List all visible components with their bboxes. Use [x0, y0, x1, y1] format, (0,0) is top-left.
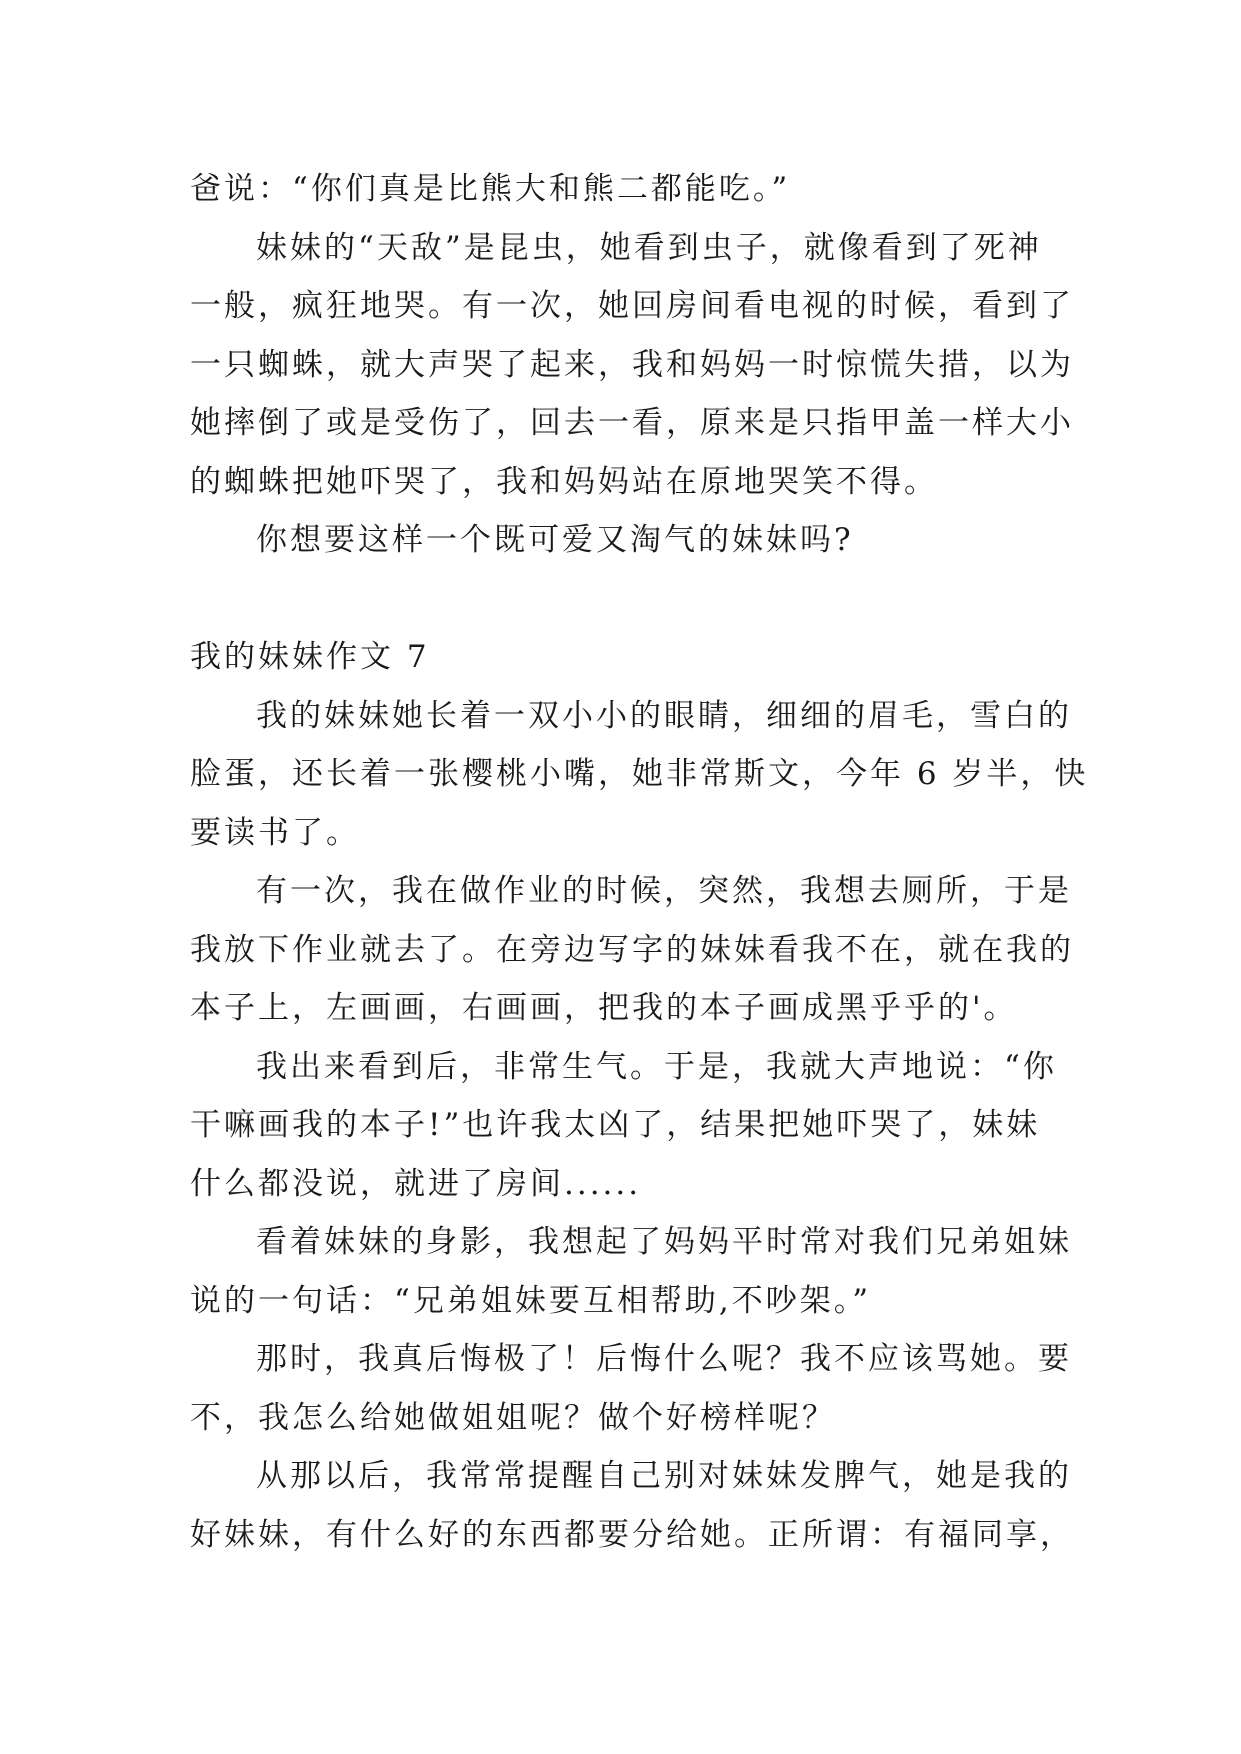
text-line: 脸蛋，还长着一张樱桃小嘴，她非常斯文，今年 6 岁半，快 [190, 756, 1089, 792]
text-line: 什么都没说，就进了房间...... [190, 1165, 642, 1202]
essay-text [190, 160, 1089, 1564]
text-line: 好妹妹，有什么好的东西都要分给她。正所谓：有福同享， [190, 1516, 1074, 1553]
text-line: 她摔倒了或是受伤了，回去一看，原来是只指甲盖一样大小 [190, 405, 1074, 441]
text-line: 妹妹的“天敌”是昆虫，她看到虫子，就像看到了死神 [256, 229, 1042, 266]
text-line: 我放下作业就去了。在旁边写字的妹妹看我不在，就在我的 [190, 931, 1074, 968]
text-line: 你想要这样一个既可爱又淘气的妹妹吗? [256, 522, 854, 558]
text-line: 说的一句话：“兄弟姐妹要互相帮助,不吵架。” [190, 1282, 872, 1319]
text-line: 我的妹妹她长着一双小小的眼睛，细细的眉毛，雪白的 [256, 697, 1072, 734]
text-line: 爸说：“你们真是比熊大和熊二都能吃。” [190, 171, 791, 207]
text-line: 不，我怎么给她做姐姐呢？做个好榜样呢？ [190, 1399, 836, 1436]
text-line: 我出来看到后，非常生气。于是，我就大声地说：“你 [256, 1048, 1057, 1085]
text-line: 一只蜘蛛，就大声哭了起来，我和妈妈一时惊慌失措，以为 [190, 346, 1074, 383]
section-heading: 我的妹妹作文 7 [190, 639, 430, 675]
text-line: 要读书了。 [190, 814, 360, 851]
text-line: 的蜘蛛把她吓哭了，我和妈妈站在原地哭笑不得。 [190, 463, 938, 500]
text-line: 干嘛画我的本子!”也许我太凶了，结果把她吓哭了，妹妹 [190, 1107, 1041, 1143]
text-line: 有一次，我在做作业的时候，突然，我想去厕所，于是 [256, 873, 1072, 909]
text-line: 本子上，左画画，右画画，把我的本子画成黑乎乎的'。 [190, 990, 1018, 1026]
paragraph-gap [190, 570, 1060, 629]
text-line: 从那以后，我常常提醒自己别对妹妹发脾气，她是我的 [256, 1458, 1072, 1494]
text-line: 那时，我真后悔极了！后悔什么呢？我不应该骂她。要 [256, 1341, 1072, 1377]
text-line: 一般，疯狂地哭。有一次，她回房间看电视的时候，看到了 [190, 288, 1074, 324]
text-line: 看着妹妹的身影，我想起了妈妈平时常对我们兄弟姐妹 [256, 1224, 1072, 1260]
